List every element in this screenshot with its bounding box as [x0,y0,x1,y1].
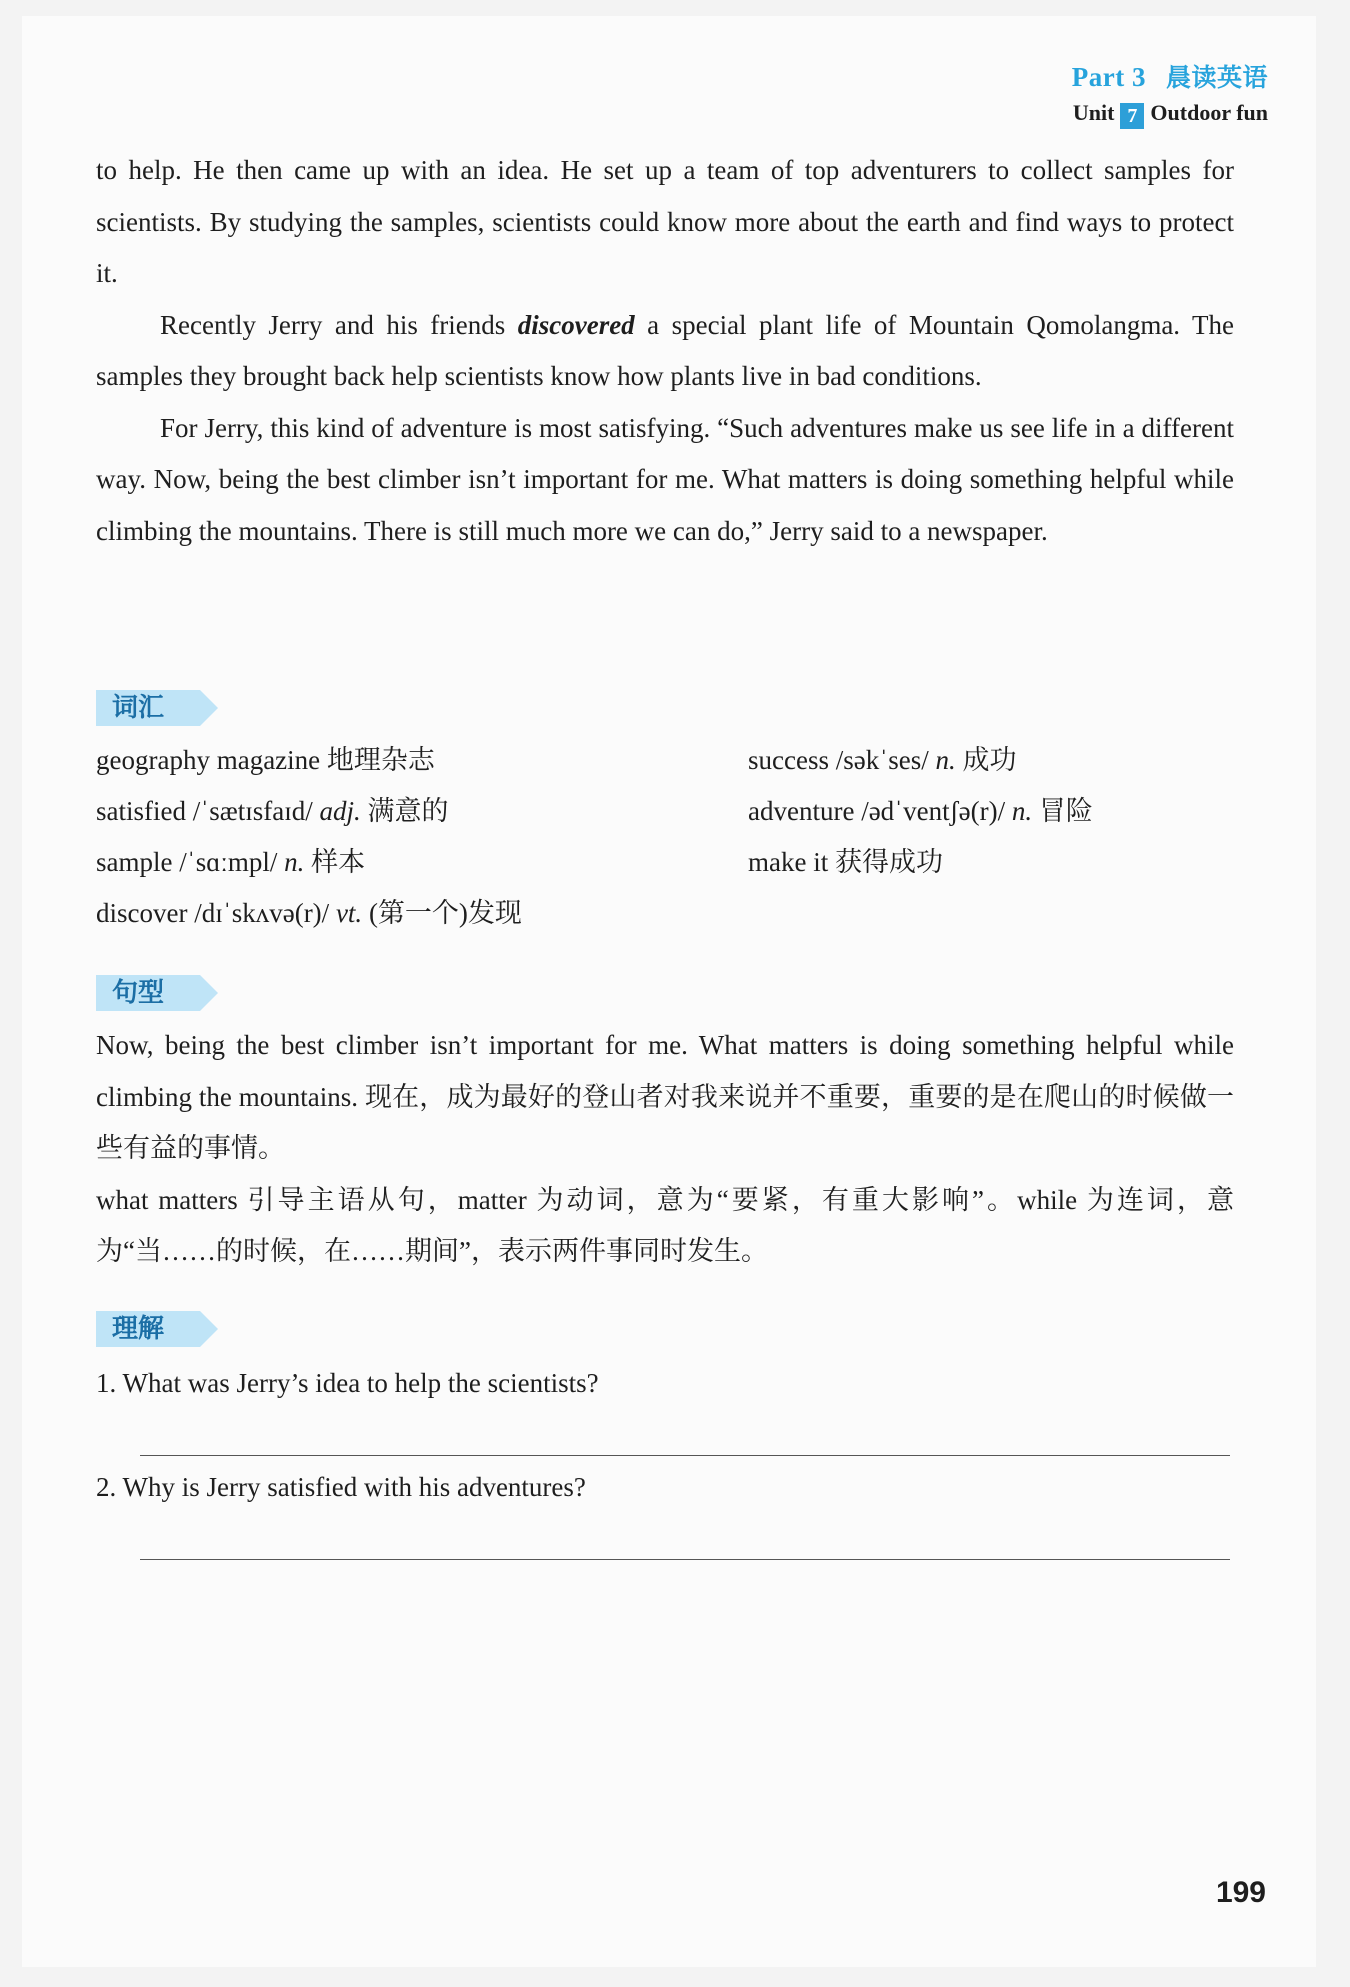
vocab-term: success /səkˈses/ [748,745,936,775]
vocab-term: make it 获得成功 [748,847,943,877]
vocab-item [748,735,1016,786]
vocab-item [748,786,1093,837]
vocab-pos: n. [284,847,305,877]
vocab-pos: adj. [319,796,361,826]
unit-label [1072,100,1268,129]
unit-number-badge: 7 [1120,103,1144,129]
question-2: 2. Why is Jerry satisfied with his adventures? [96,1472,586,1502]
vocab-item [96,888,522,939]
sentence-section [96,975,1234,1011]
key-word: discovered [517,309,635,340]
comprehension-section-tag: 理解 [96,1311,200,1347]
paragraph-text: Recently Jerry and his friends [160,309,518,340]
vocab-term: sample /ˈsɑːmpl/ [96,847,285,877]
article-paragraph-1: to help. He then came up with an idea. He set up a team of top adventurers to collect samples for scientists. By studying the samples, scientists could know more about the earth and find ways to protect it. [96,155,1234,288]
vocab-term: discover /dɪˈskʌvə(r)/ [96,898,336,928]
vocab-section [96,690,1234,726]
unit-title: Outdoor fun [1150,100,1268,125]
vocab-section-tag: 词汇 [96,690,200,726]
part-label [1072,58,1268,94]
sentence-body [96,1020,1234,1278]
vocab-meaning: 冒险 [1032,796,1093,826]
sentence-note: what matters 引导主语从句，matter 为动词，意为“要紧，有重大影响”。while 为连词，意为“当……的时候，在……期间”，表示两件事同时发生。 [96,1184,1234,1266]
vocab-item [748,837,943,888]
answer-line-1[interactable] [140,1455,1230,1456]
unit-word: Unit [1072,100,1115,125]
vocab-item [96,837,365,888]
vocab-item [96,786,449,837]
answer-line-2[interactable] [140,1559,1230,1560]
vocab-item [96,735,435,786]
sentence-section-tag: 句型 [96,975,200,1011]
page-header [1072,58,1268,129]
vocab-meaning: 满意的 [360,796,449,826]
article [96,145,1234,557]
vocab-term: geography magazine 地理杂志 [96,745,435,775]
article-paragraph-2 [96,300,1234,403]
paragraph-text: a special plant life of Mountain Qomolangma. The samples they brought back help scientists know how plants live in bad conditions. [96,309,1235,391]
vocab-meaning: 成功 [955,745,1017,775]
page-number: 199 [1215,1876,1266,1909]
part-number: Part 3 [1071,62,1146,92]
sentence-text: Now, being the best climber isn’t important for me. What matters is doing something helpful while climbing the mountains. 现在，成为最好的登山者对我来说并不重要，重要的是在爬山的时候做一些有益的事情。 [96,1030,1234,1163]
vocab-pos: n. [935,745,956,775]
vocab-pos: n. [1011,796,1033,826]
comprehension-section [96,1311,1234,1347]
vocab-term: adventure /ədˈventʃə(r)/ [748,796,1012,826]
vocab-meaning: 样本 [304,847,366,877]
vocab-pos: vt. [335,898,363,928]
part-title-cn: 晨读英语 [1165,63,1268,92]
question-1: 1. What was Jerry’s idea to help the scientists? [96,1368,599,1398]
article-paragraph-3: For Jerry, this kind of adventure is most satisfying. “Such adventures make us see life in a different way. Now, being the best climber isn’t important for me. What matters is doing something helpful while climbing the mountains. There is still much more we can do,” Jerry said to a newspaper. [96,412,1234,546]
vocab-term: satisfied /ˈsætɪsfaɪd/ [96,796,320,826]
vocab-list [96,735,1234,945]
vocab-meaning: (第一个)发现 [362,898,522,928]
